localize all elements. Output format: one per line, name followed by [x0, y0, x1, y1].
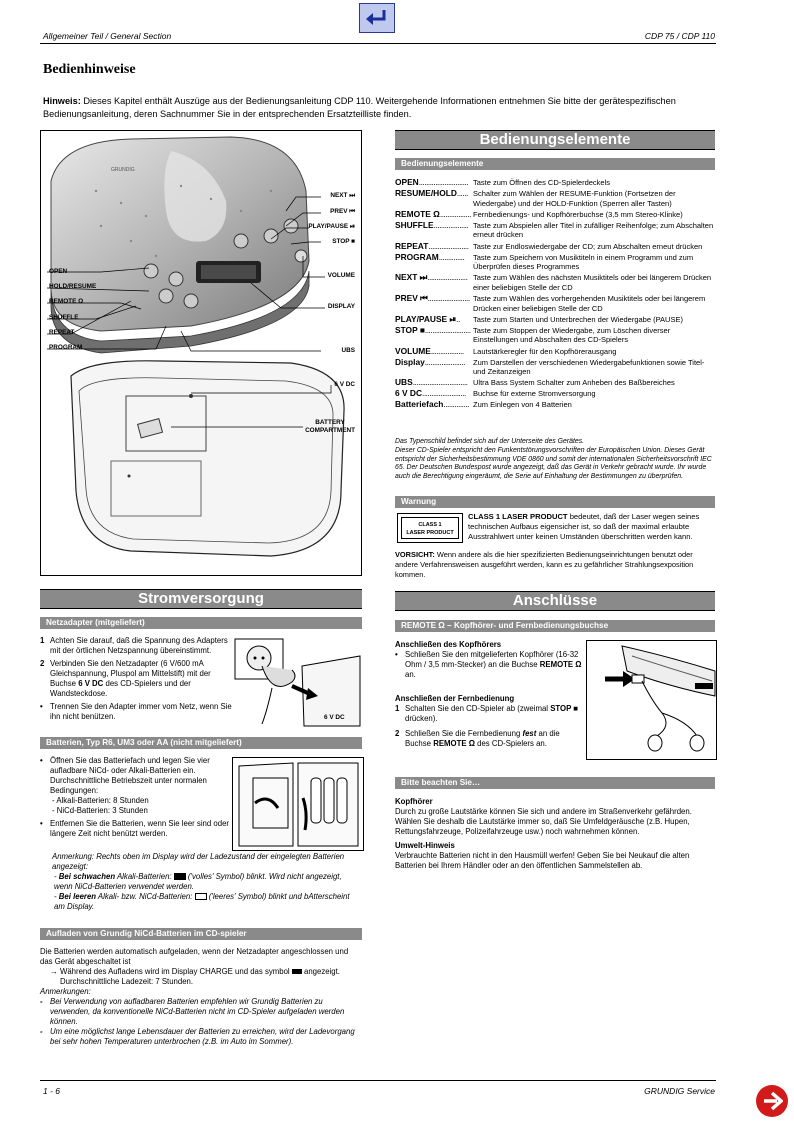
control-description: Schalter zum Wählen der RESUME-Funktion (Fortsetzen der Wiedergabe) und der HOLD-Funktion (Sperren aller Tasten) [473, 189, 676, 208]
control-row [395, 400, 715, 410]
label-volume: VOLUME [327, 272, 355, 279]
control-key: STOP ■......................... [395, 325, 471, 335]
label-ubs: UBS [341, 347, 355, 354]
control-key: VOLUME.................. [395, 346, 464, 356]
subheading-remote: REMOTE Ω – Kopfhörer- und Fernbedienungsbuchse [395, 620, 715, 632]
control-key: NEXT ⏭...................... [395, 273, 468, 283]
subheading-netzadapter: Netzadapter (mitgeliefert) [40, 617, 362, 629]
control-row [395, 253, 715, 272]
header-section: Allgemeiner Teil / General Section [43, 31, 172, 41]
battery-charge-icon [292, 969, 302, 974]
battery-empty-icon [195, 893, 207, 900]
control-description: Zum Einlegen von 4 Batterien [473, 400, 572, 410]
section-bedienungselemente: Bedienungselemente [395, 130, 715, 150]
control-description: Buchse für externe Stromversorgung [473, 389, 596, 399]
cd-player-drawing [41, 131, 361, 575]
subheading-bedienungselemente: Bedienungselemente [395, 158, 715, 170]
beachten-text: Kopfhörer Durch zu große Lautstärke können Sie sich und andere im Straßenverkehr gefährden. Wählen Sie deshalb die Lautstärke immer so, daß Sie Umfeldgeräusche (z.B. Hupen, Rettungsfahrzeuge, Polizeifahrzeuge usw.) noch wahrnehmen können. Umwelt-Hinweis Verbrauchte Batterien nicht in den Hausmüll werfen! Geben Sie bei Neukauf die alten Batterien bei Ihrem Händler oder an den öffentlichen Sammelstellen ab. [395, 797, 692, 870]
subheading-batterien: Batterien, Typ R6, UM3 oder AA (nicht mitgeliefert) [40, 737, 362, 749]
control-row [395, 358, 715, 377]
control-key: 6 V DC........................ [395, 389, 466, 399]
batterien-steps: • Öffnen Sie das Batteriefach und legen Sie vier aufladbare NiCd- oder Alkali-Batterien ein. Durchschnittliche Betriebszeit unter normalen Bedingungen: - Alkali-Batterien: 8 Stunden - NiCd-Batterien: 3 Stunden • Entfernen Sie die Batterien, wenn Sie leer sind oder längere Zeit nicht benützt werden. [40, 756, 230, 838]
control-key: RESUME/HOLD...... [395, 189, 468, 199]
label-repeat: REPEAT [49, 329, 75, 336]
control-row [395, 315, 715, 325]
label-next: NEXT ⏭ [330, 192, 355, 199]
control-description: Taste zum Stoppen der Wiedergabe, zum Löschen diverser Einstellungen und Abschalten des CD-Spielers [473, 325, 671, 345]
next-page-button[interactable] [756, 1085, 788, 1117]
adapter-label: 6 V DC [324, 714, 345, 721]
typeplate-note: Das Typenschild befindet sich auf der Unterseite des Gerätes. [395, 438, 585, 445]
control-description: Taste zum Wählen des nächsten Musiktitels oder bei längerem Drücken einer beliebigen Stelle der CD [473, 273, 712, 292]
control-key: PLAY/PAUSE ⏯.. [395, 314, 460, 324]
label-display: DISPLAY [327, 303, 355, 310]
control-key: REPEAT...................... [395, 241, 469, 251]
laser-class-badge: CLASS 1 LASER PRODUCT [397, 513, 463, 543]
kopfhoerer-steps: Anschließen des Kopfhörers • Schließen Sie den mitgelieferten Kopfhörer (16-32 Ohm / 3,5 mm-Stecker) an die Buchse REMOTE Ω an. Anschließen der Fernbedienung 1 Schalten Sie den CD-Spieler ab (zweimal STOP ■ drücken). 2 Schließen Sie die Fernbedienung fest an die Buchse REMOTE Ω des CD-Spielers an. [395, 640, 582, 748]
device-illustration [40, 130, 362, 576]
label-battery: BATTERY COMPARTMENT [305, 419, 355, 434]
label-6vdc: 6 V DC [334, 381, 355, 388]
subheading-warnung: Warnung [395, 496, 715, 508]
control-description: Zum Darstellen der verschiedenen Wiedergabefunktionen sowie Titel- und Zeitanzeigen [473, 357, 705, 377]
aufladen-text: Die Batterien werden automatisch aufgeladen, wenn der Netzadapter angeschlossen und das Gerät abgeschaltet ist → Während des Aufladens wird im Display CHARGE und das symbol angezeigt. Durchschnittliche Ladezeit: 7 Stunden. Anmerkungen: - Bei Verwendung von aufladbaren Batterien empfehlen wir Grundig Batterien zu verwenden, da konventionelle NiCd-Batterien nicht im CD-Spieler aufgeladen werden können. - Um eine möglichst lange Lebensdauer der Batterien zu erreichen, wird der Ladevorgang bei sehr hohen Temperaturen unterbrochen (z.B. im Auto im Sommer). [40, 947, 355, 1046]
intro-note: Hinweis: Dieses Kapitel enthält Auszüge aus der Bedienungsanleitung CDP 110. Weitergehende Informationen entnehmen Sie bitte der gerätespezifischen Bedienungsanleitung, deren Sachnummer Sie in der entsprechenden Ersatzteilliste finden. [43, 96, 676, 119]
control-description: Ultra Bass System Schalter zum Anheben des Baßbereiches [473, 378, 675, 388]
adapter-illustration [232, 636, 362, 728]
control-key: Display...................... [395, 357, 465, 367]
subheading-aufladen: Aufladen von Grundig NiCd-Batterien im CD-spieler [40, 928, 362, 940]
controls-list [395, 178, 715, 412]
battery-annotation: Anmerkung: Rechts oben im Display wird der Ladezustand der eingelegten Batterien angezeigt: - Bei schwachen Alkali-Batterien: ('volles' Symbol) blinkt. Wird nicht angezeigt, wenn NiCd-Batterien verwendet werden. - Bei leeren Alkali- bzw. NiCd-Batterien: ('leeres' Symbol) blinkt und bAtterscheint am Display. [52, 852, 350, 911]
netzadapter-steps: 1 Achten Sie darauf, daß die Spannung des Adapters mit der örtlichen Netzspannung übereinstimmt. 2 Verbinden Sie den Netzadapter (6 V/600 mA Gleichspannung, Pluspol am Mittelstift) mit der Buchse 6 V DC des CD-Spielers und der Wandsteckdose. • Trennen Sie den Adapter immer vom Netz, wenn Sie ihn nicht benützen. [40, 636, 232, 721]
control-key: PREV ⏮....................... [395, 294, 470, 304]
battery-full-icon [174, 873, 186, 880]
next-arrow-icon [761, 1090, 783, 1112]
page-title: Bedienhinweise [43, 62, 136, 77]
section-stromversorgung: Stromversorgung [40, 589, 362, 609]
back-button[interactable] [359, 3, 395, 33]
control-description: Fernbedienungs- und Kopfhörerbuchse (3,5 mm Stereo-Klinke) [473, 209, 683, 219]
svg-text:GRUNDIG: GRUNDIG [111, 167, 135, 173]
control-description: Taste zum Wählen des vorhergehenden Musiktitels oder bei längerem Drücken einer beliebigen Stelle der CD [473, 294, 706, 313]
battery-illustration [232, 757, 364, 851]
control-row [395, 221, 715, 240]
label-remote: REMOTE Ω [49, 298, 84, 305]
control-row [395, 378, 715, 388]
control-description: Taste zum Speichern von Musiktiteln in einem Programm und zum Überprüfen dieses Programmes [473, 252, 694, 272]
label-program: PROGRAM [49, 344, 83, 351]
control-key: OPEN........................... [395, 178, 469, 187]
label-shuffle: SHUFFLE [49, 314, 79, 321]
control-key: SHUFFLE................... [395, 220, 469, 230]
header-model: CDP 75 / CDP 110 [644, 31, 715, 41]
page-number: 1 - 6 [43, 1086, 61, 1096]
compliance-note: Dieser CD-Spieler entspricht den Funkentstörungsvorschriften der Europäischen Union. Dieses Gerät entspricht der Sicherheitsbestimmung VDE 0860 und somit der internationalen Sicherheitsvorschrift IEC 65. Der Deutschen Bundespost wurde angezeigt, daß das Gerät in Verkehr gebracht wurde. Ihr wurde auch die Berechtigung eingeräumt, die Serie auf Einhaltung der Bestimmungen zu überprüfen. [395, 447, 712, 480]
control-description: Lautstärkeregler für den Kopfhörerausgang [473, 346, 617, 356]
control-key: Batteriefach.............. [395, 400, 469, 410]
control-row [395, 210, 715, 220]
control-description: Taste zum Starten und Unterbrechen der Wiedergabe (PAUSE) [473, 314, 683, 324]
control-row [395, 273, 715, 292]
label-prev: PREV ⏮ [330, 208, 355, 215]
control-row [395, 326, 715, 345]
headphone-illustration [586, 640, 717, 760]
label-hold: HOLD/RESUME [49, 283, 97, 290]
control-row [395, 178, 715, 188]
control-key: UBS.............................. [395, 378, 468, 388]
label-playpause: PLAY/PAUSE ⏯ [308, 223, 355, 230]
control-row [395, 347, 715, 357]
label-stop: STOP ■ [332, 238, 355, 245]
control-row [395, 189, 715, 208]
control-key: PROGRAM.............. [395, 252, 465, 262]
subheading-beachten: Bitte beachten Sie… [395, 777, 715, 789]
control-description: Taste zum Öffnen des CD-Spielerdeckels [473, 178, 611, 187]
control-key: REMOTE Ω................. [395, 209, 471, 219]
vorsicht-text: VORSICHT: Wenn andere als die hier spezifizierten Bedienungseinrichtungen benutzt oder andere Verfahrensweisen ausgeführt werden, kann es zu gefährlicher Strahlungsexposition kommen. [395, 550, 694, 579]
label-open: OPEN [49, 268, 68, 275]
control-row [395, 242, 715, 252]
control-description: Taste zur Endloswiedergabe der CD; zum Abschalten erneut drücken [473, 241, 703, 251]
return-arrow-icon [364, 7, 390, 29]
control-row [395, 389, 715, 399]
laser-class-text: CLASS 1 LASER PRODUCT bedeutet, daß der Laser wegen seines technischen Aufbaus eigensicher ist, so daß der maximal erlaubte Ausstrahlwert unter keinen Umständen überschritten werden kann. [468, 512, 700, 541]
section-anschluesse: Anschlüsse [395, 591, 715, 611]
control-row [395, 294, 715, 313]
control-description: Taste zum Abspielen aller Titel in zufälliger Reihenfolge; zum Abschalten erneut drücken [473, 220, 714, 240]
footer-brand: GRUNDIG Service [644, 1086, 715, 1096]
